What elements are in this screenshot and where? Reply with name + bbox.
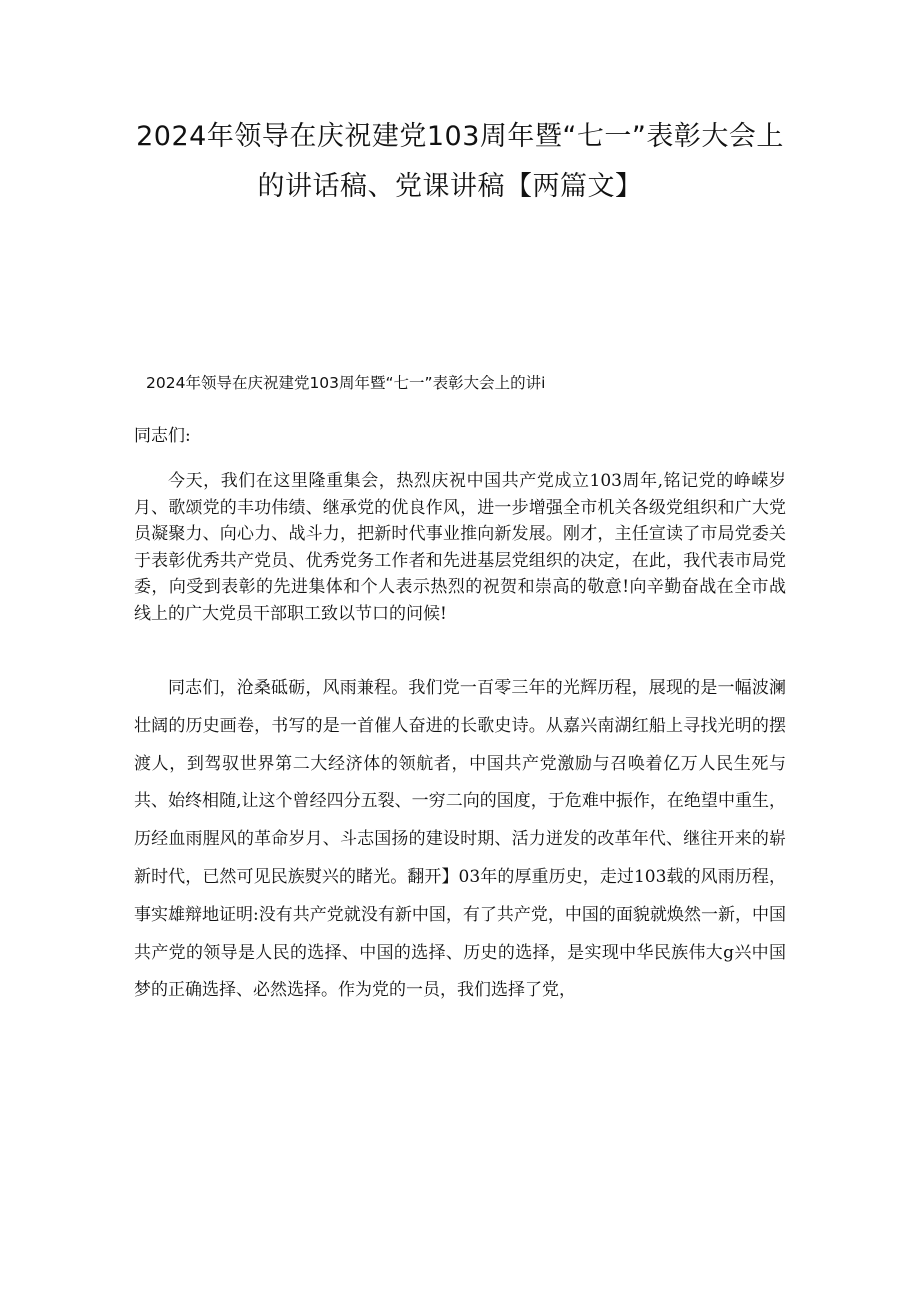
salutation: 同志们:: [134, 426, 191, 446]
document-title-line-2: 的讲话稿、党课讲稿【两篇文】: [257, 171, 643, 202]
document-title-line-1: 2024年领导在庆祝建党103周年暨“七一”表彰大会上: [136, 121, 784, 152]
document-title: [120, 112, 800, 212]
paragraph-1: 今天，我们在这里隆重集会，热烈庆祝中国共产党成立103周年,铭记党的峥嵘岁月、歌颂党的丰功伟绩、继承党的优良作风，进一步增强全市机关各级党组织和广大党员凝聚力、向心力、战斗力，把新时代事业推向新发展。刚才，主任宣读了市局党委关于表彰优秀共产党员、优秀党务工作者和先进基层党组织的决定，在此，我代表市局党委，向受到表彰的先进集体和个人表示热烈的祝贺和崇高的敬意!向辛勤奋战在全市战线上的广大党员干部职工致以节口的问候!: [134, 471, 786, 624]
section-heading: 2024年领导在庆祝建党103周年暨“七一”表彰大会上的讲i: [146, 374, 546, 392]
paragraph-2: 同志们，沧桑砥砺，风雨兼程。我们党一百零三年的光辉历程，展现的是一幅波澜壮阔的历史画卷，书写的是一首催人奋进的长歌史诗。从嘉兴南湖红船上寻找光明的摆渡人，到驾驭世界第二大经济体的领航者，中国共产党激励与召唤着亿万人民生死与共、始终相随,让这个曾经四分五裂、一穷二向的国度，于危难中振作，在绝望中重生，历经血雨腥风的革命岁月、斗志国扬的建设时期、活力迸发的改革年代、继往开来的崭新时代，已然可见民族熨兴的睹光。翻开】03年的厚重历史，走过103载的风雨历程，事实雄辩地证明:没有共产党就没有新中国，有了共产党，中国的面貌就焕然一新，中国共产党的领导是人民的选择、中国的选择、历史的选择，是实现中华民族伟大g兴中国梦的正确选择、必然选择。作为党的一员，我们选择了党，: [134, 678, 786, 1001]
